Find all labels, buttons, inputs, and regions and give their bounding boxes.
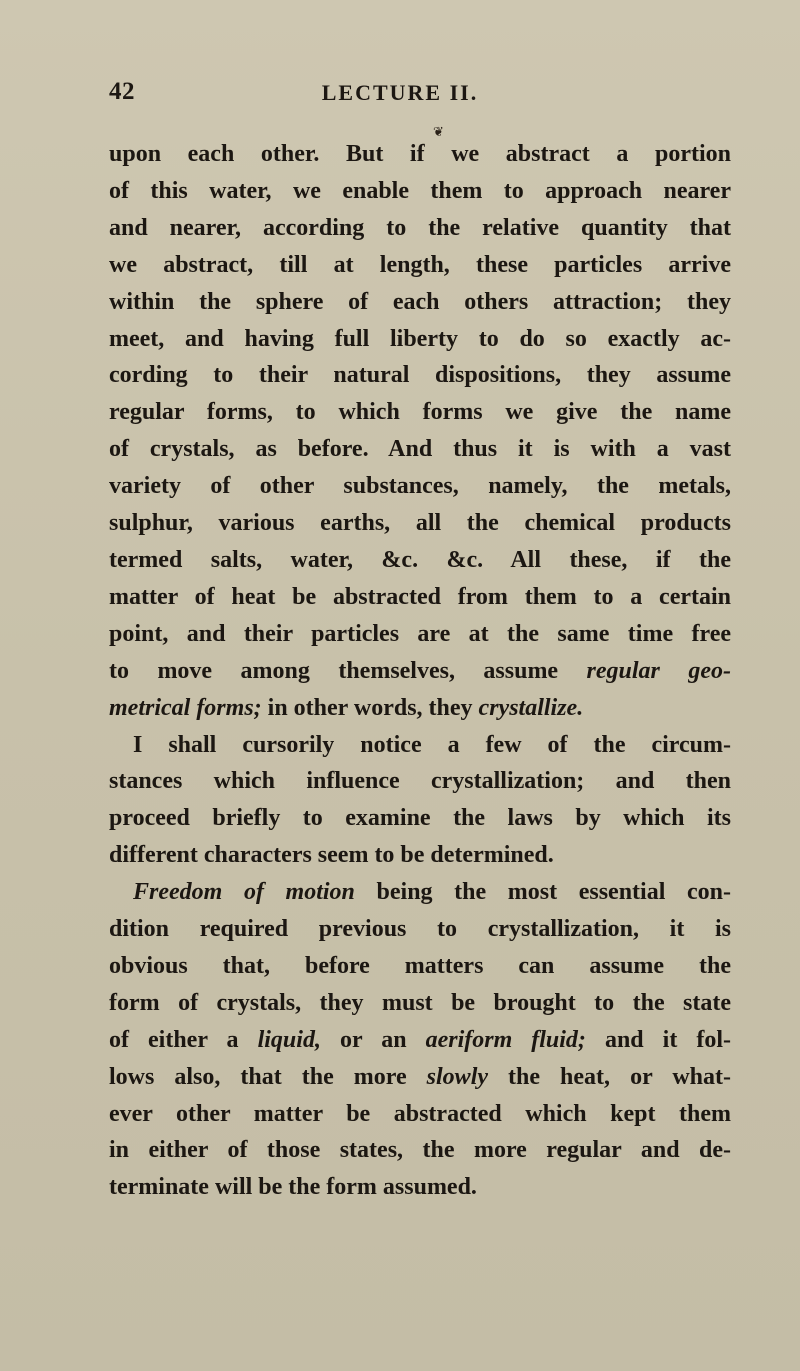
text-line — [109, 1096, 731, 1133]
text-line — [109, 727, 731, 764]
text-run: of crystals, as before. And thus it is with a vast — [109, 436, 731, 463]
text-run: termed salts, water, &c. &c. All these, if the — [109, 546, 731, 573]
text-run: of either a — [109, 1026, 258, 1053]
text-line — [109, 837, 731, 874]
text-run: the heat, or what- — [488, 1063, 731, 1090]
text-line — [109, 173, 731, 210]
text-run: ever other matter be abstracted which kept them — [109, 1100, 731, 1127]
text-line — [109, 136, 731, 173]
text-run: stances which influence crystallization; and then — [109, 768, 731, 795]
running-head: LECTURE II. — [321, 80, 479, 105]
text-run: different characters seem to be determined. — [109, 842, 554, 869]
italic-text: liquid, — [257, 1026, 321, 1053]
text-line — [109, 210, 731, 247]
text-run: to move among themselves, assume — [109, 657, 587, 684]
text-run: lows also, that the more — [109, 1063, 427, 1090]
text-line — [109, 1132, 731, 1169]
text-run: upon each other. But if we abstract a portion — [109, 141, 731, 167]
text-run: matter of heat be abstracted from them to a certain — [109, 583, 731, 610]
italic-text: aeriform fluid; — [425, 1026, 586, 1053]
text-line — [109, 431, 731, 468]
italic-text: crystallize. — [478, 694, 584, 721]
paragraph — [109, 727, 731, 875]
text-run: obvious that, before matters can assume the — [109, 952, 731, 979]
text-line — [109, 800, 731, 837]
text-line — [109, 763, 731, 800]
text-line — [109, 1169, 731, 1206]
text-run: sulphur, various earths, all the chemical products — [109, 510, 731, 537]
text-run: cording to their natural dispositions, they assume — [109, 362, 731, 389]
text-line — [109, 690, 731, 727]
page-header — [0, 78, 800, 112]
text-run: within the sphere of each others attraction; they — [109, 288, 731, 315]
italic-text: metrical forms; — [109, 694, 262, 721]
italic-text: slowly — [426, 1063, 489, 1090]
printer-ornament-icon: ❦ — [433, 124, 444, 139]
text-line — [109, 616, 731, 653]
text-run: dition required previous to crystallization, it is — [109, 916, 731, 943]
text-run: terminate will be the form assumed. — [109, 1174, 477, 1201]
text-run: variety of other substances, namely, the metals, — [109, 473, 731, 500]
text-run: in either of those states, the more regular and de- — [109, 1137, 731, 1164]
text-line — [109, 1022, 731, 1059]
text-run: of this water, we enable them to approach nearer — [109, 177, 731, 204]
text-line — [109, 911, 731, 948]
text-run: form of crystals, they must be brought to the state — [109, 989, 731, 1016]
text-line — [109, 468, 731, 505]
text-run: we abstract, till at length, these particles arrive — [109, 251, 731, 278]
text-line — [109, 1059, 731, 1096]
text-run: and it fol- — [585, 1026, 732, 1053]
text-run: or an — [320, 1026, 426, 1053]
page-number: 42 — [109, 78, 135, 105]
text-line — [109, 579, 731, 616]
body-text — [109, 136, 731, 1206]
text-run: point, and their particles are at the same time free — [109, 620, 731, 647]
text-line — [109, 874, 731, 911]
text-run: being the most essential con- — [354, 879, 731, 906]
text-run: meet, and having full liberty to do so exactly ac- — [109, 325, 731, 352]
text-line — [109, 247, 731, 284]
text-line — [109, 394, 731, 431]
text-line — [109, 357, 731, 394]
italic-text: regular geo- — [586, 657, 731, 684]
text-line — [109, 985, 731, 1022]
text-line — [109, 505, 731, 542]
text-run: I shall cursorily notice a few of the circum- — [133, 731, 731, 758]
text-line — [109, 653, 731, 690]
paragraph — [109, 136, 731, 727]
text-run: in other words, they — [261, 694, 479, 721]
text-run: proceed briefly to examine the laws by which its — [109, 805, 731, 832]
text-line — [109, 948, 731, 985]
text-line — [109, 284, 731, 321]
italic-text: Freedom of motion — [133, 879, 355, 906]
paragraph — [109, 874, 731, 1206]
text-line — [109, 321, 731, 358]
text-run: regular forms, to which forms we give the name — [109, 399, 731, 426]
text-line — [109, 542, 731, 579]
text-run: and nearer, according to the relative quantity that — [109, 214, 731, 241]
